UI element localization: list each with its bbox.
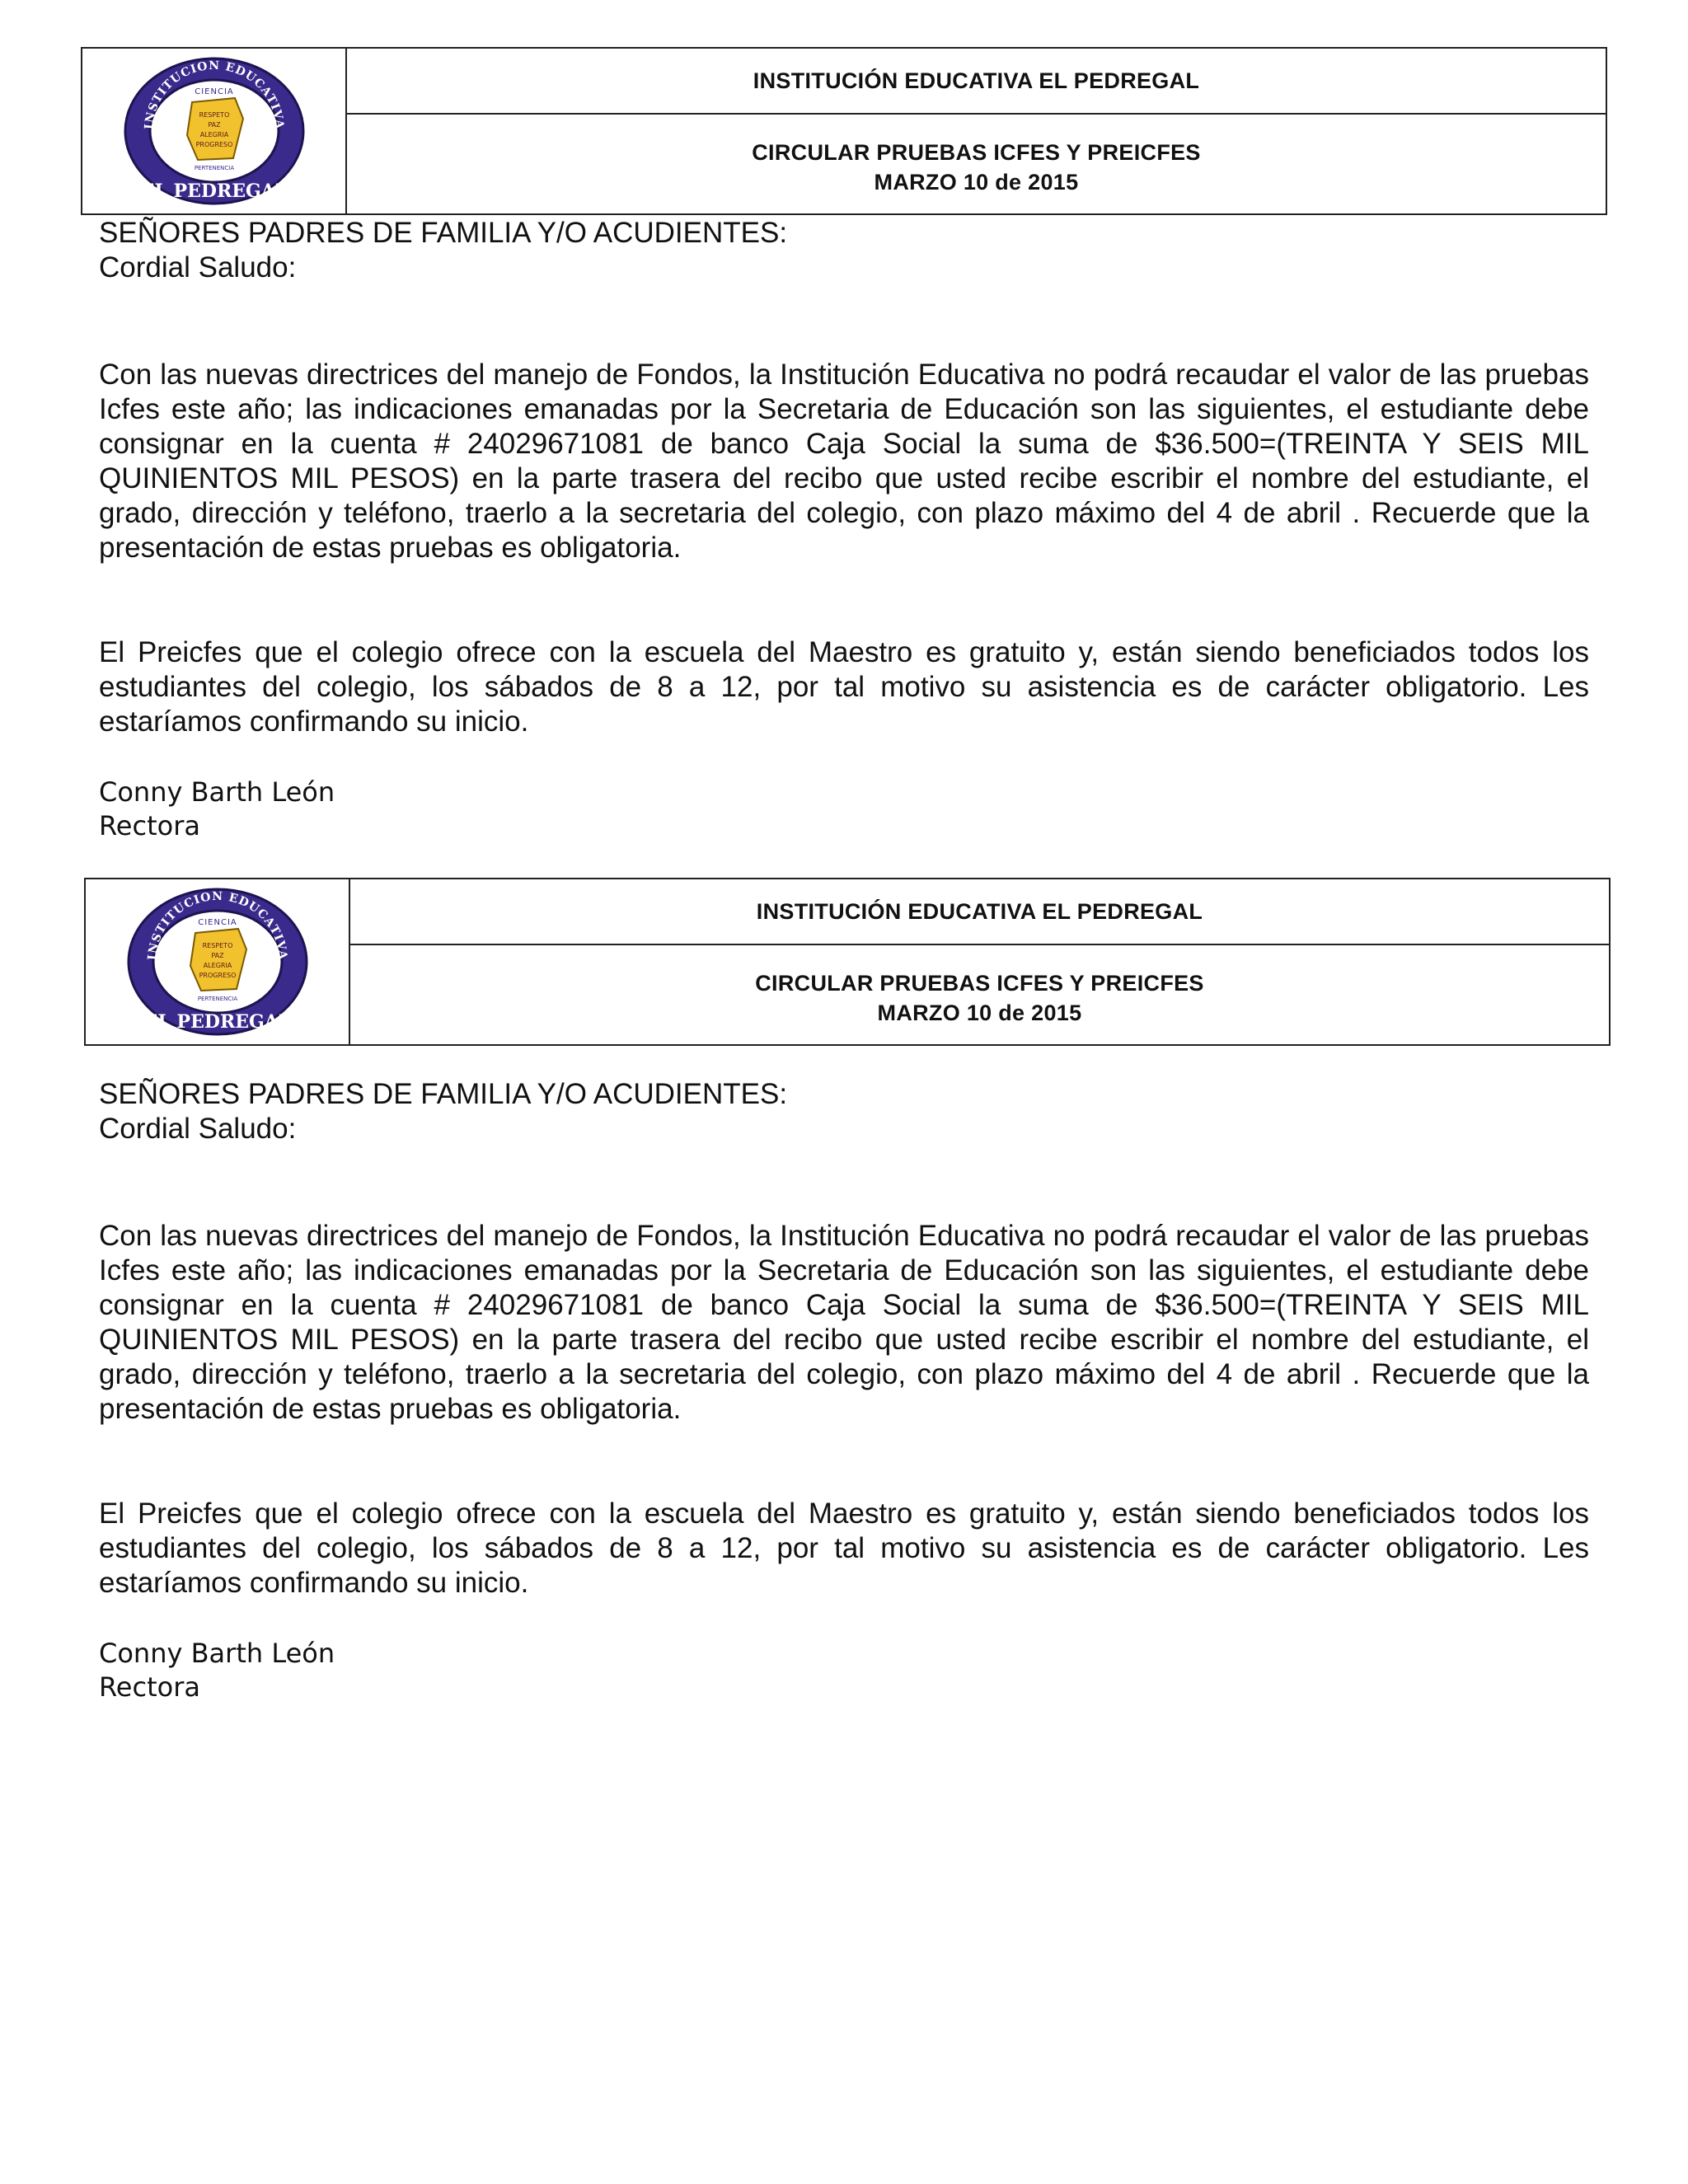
svg-text:EL PEDREGAL: EL PEDREGAL	[143, 1011, 291, 1033]
circular-title-block	[347, 115, 1606, 213]
greeting-block	[99, 216, 787, 285]
signer-role: Rectora	[99, 1671, 200, 1703]
circular-title: CIRCULAR PRUEBAS ICFES Y PREICFES	[752, 140, 1201, 165]
svg-text:ALEGRIA: ALEGRIA	[203, 962, 232, 969]
signature-block	[99, 1637, 335, 1704]
circular-title: CIRCULAR PRUEBAS ICFES Y PREICFES	[755, 971, 1204, 996]
paragraph-preicfes: El Preicfes que el colegio ofrece con la escuela del Maestro es gratuito y, están siendo beneficiados todos los estudiantes del colegio, los sábados de 8 a 12, por tal motivo su asistencia es de carácter obligatorio. Les estaríamos confirmando su inicio.	[99, 636, 1589, 738]
paragraph-payment: Con las nuevas directrices del manejo de Fondos, la Institución Educativa no podrá recaudar el valor de las pruebas Icfes este año; las indicaciones emanadas por la Secretaria de Educación son las siguientes, el estudiante debe consignar en la cuenta # 24029671081 de banco Caja Social la suma de $36.500=(TREINTA Y SEIS MIL QUINIENTOS MIL PESOS) en la parte trasera del recibo que usted recibe escribir el nombre del estudiante, el grado, dirección y teléfono, traerlo a la secretaria del colegio, con plazo máximo del 4 de abril . Recuerde que la presentación de estas pruebas es obligatoria.	[99, 359, 1589, 564]
svg-text:INSTITUCION EDUCATIVA: INSTITUCION EDUCATIVA	[142, 59, 286, 130]
svg-text:PAZ: PAZ	[207, 121, 221, 129]
svg-text:ALEGRIA: ALEGRIA	[199, 131, 228, 138]
paragraph-preicfes: El Preicfes que el colegio ofrece con la escuela del Maestro es gratuito y, están siendo beneficiados todos los estudiantes del colegio, los sábados de 8 a 12, por tal motivo su asistencia es de carácter obligatorio. Les estaríamos confirmando su inicio.	[99, 1497, 1589, 1599]
header-table	[84, 878, 1611, 1046]
greeting: SEÑORES PADRES DE FAMILIA Y/O ACUDIENTES:	[99, 217, 788, 249]
header-table	[81, 47, 1607, 215]
signer-role: Rectora	[99, 810, 200, 841]
circular-date: MARZO 10 de 2015	[874, 170, 1079, 194]
salutation: Cordial Saludo:	[99, 1113, 297, 1145]
svg-text:RESPETO: RESPETO	[202, 942, 232, 949]
school-seal-logo	[123, 883, 312, 1040]
logo-cell	[86, 879, 350, 1044]
greeting-block	[99, 1077, 787, 1146]
svg-text:PERTENENCIA: PERTENENCIA	[194, 165, 234, 171]
circular-title-block	[350, 945, 1609, 1044]
signer-name: Conny Barth León	[99, 776, 335, 808]
svg-text:RESPETO: RESPETO	[199, 111, 229, 119]
svg-text:PROGRESO: PROGRESO	[195, 141, 232, 148]
svg-text:PERTENENCIA: PERTENENCIA	[197, 996, 237, 1002]
signer-name: Conny Barth León	[99, 1638, 335, 1669]
svg-text:CIENCIA: CIENCIA	[197, 918, 237, 927]
svg-text:INSTITUCION EDUCATIVA: INSTITUCION EDUCATIVA	[145, 889, 289, 961]
institution-name: INSTITUCIÓN EDUCATIVA EL PEDREGAL	[350, 879, 1609, 945]
paragraph-payment: Con las nuevas directrices del manejo de Fondos, la Institución Educativa no podrá recaudar el valor de las pruebas Icfes este año; las indicaciones emanadas por la Secretaria de Educación son las siguientes, el estudiante debe consignar en la cuenta # 24029671081 de banco Caja Social la suma de $36.500=(TREINTA Y SEIS MIL QUINIENTOS MIL PESOS) en la parte trasera del recibo que usted recibe escribir el nombre del estudiante, el grado, dirección y teléfono, traerlo a la secretaria del colegio, con plazo máximo del 4 de abril . Recuerde que la presentación de estas pruebas es obligatoria.	[99, 1220, 1589, 1425]
circular-date: MARZO 10 de 2015	[877, 1001, 1082, 1025]
svg-text:PROGRESO: PROGRESO	[199, 972, 236, 979]
svg-text:PAZ: PAZ	[210, 952, 224, 959]
circular-copy-2	[0, 861, 1688, 1722]
greeting: SEÑORES PADRES DE FAMILIA Y/O ACUDIENTES:	[99, 1078, 788, 1110]
signature-block	[99, 776, 335, 843]
circular-copy-1	[0, 0, 1688, 861]
svg-text:CIENCIA: CIENCIA	[194, 87, 234, 96]
school-seal-logo	[120, 53, 309, 209]
title-cells	[350, 879, 1609, 1044]
institution-name: INSTITUCIÓN EDUCATIVA EL PEDREGAL	[347, 49, 1606, 115]
salutation: Cordial Saludo:	[99, 251, 297, 284]
logo-cell	[82, 49, 347, 213]
svg-text:EL PEDREGAL: EL PEDREGAL	[140, 180, 288, 202]
title-cells	[347, 49, 1606, 213]
